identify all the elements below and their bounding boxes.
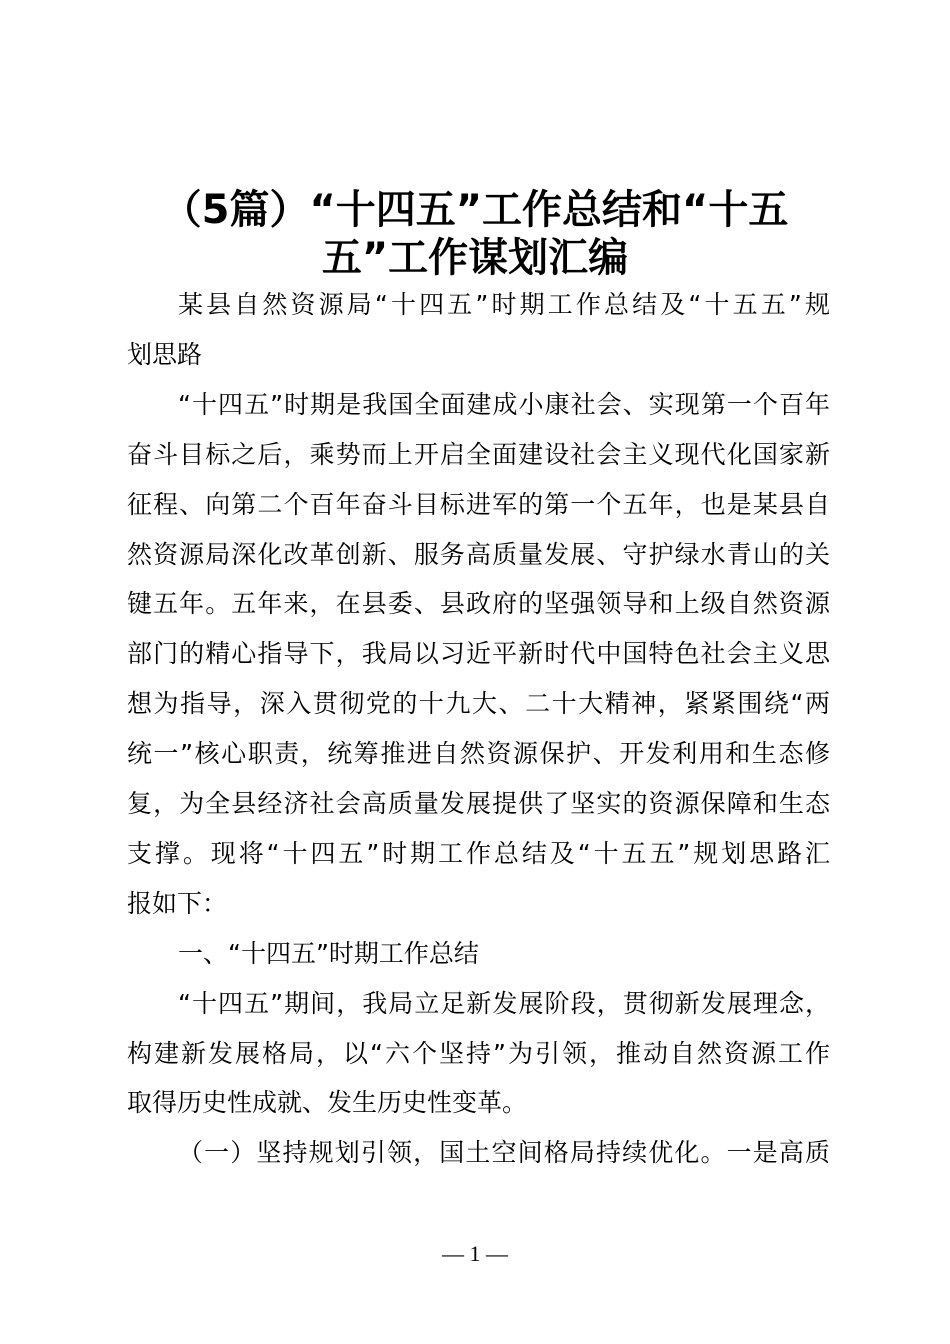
paragraph-line: 想为指导，深入贯彻党的十九大、二十大精神，紧紧围绕“两 [127,689,830,719]
paragraph-line: 奋斗目标之后，乘势而上开启全面建设社会主义现代化国家新 [127,439,830,469]
document-title-line-2: 五”工作谋划汇编 [321,235,629,281]
paragraph-line: 部门的精心指导下，我局以习近平新时代中国特色社会主义思 [127,639,830,669]
paragraph-line: 然资源局深化改革创新、服务高质量发展、守护绿水青山的关 [127,539,830,569]
paragraph-line: “十四五”期间，我局立足新发展阶段，贯彻新发展理念， [178,988,830,1018]
paragraph-line: 征程、向第二个百年奋斗目标进军的第一个五年，也是某县自 [127,489,830,519]
article-subtitle-line: 某县自然资源局“十四五”时期工作总结及“十五五”规 [178,290,830,319]
paragraph-line: 键五年。五年来，在县委、县政府的坚强领导和上级自然资源 [127,589,830,619]
section-heading: 一、“十四五”时期工作总结 [178,938,479,968]
paragraph-line: 统一”核心职责，统筹推进自然资源保护、开发利用和生态修 [127,739,830,769]
paragraph-line: 支撑。现将“十四五”时期工作总结及“十五五”规划思路汇 [127,838,830,868]
paragraph-line: （一）坚持规划引领，国土空间格局持续优化。一是高质 [178,1138,830,1168]
paragraph-line: “十四五”时期是我国全面建成小康社会、实现第一个百年 [178,389,830,419]
paragraph-line: 取得历史性成就、发生历史性变革。 [127,1088,528,1118]
document-title-line-1: （5篇）“十四五”工作总结和“十五 [161,187,789,233]
paragraph-line: 复，为全县经济社会高质量发展提供了坚实的资源保障和生态 [127,789,830,818]
paragraph-line: 构建新发展格局，以“六个坚持”为引领，推动自然资源工作 [127,1038,830,1068]
paragraph-line: 报如下： [127,888,228,918]
article-subtitle-line: 划思路 [127,339,203,369]
page-number: — 1 — [442,1241,508,1266]
